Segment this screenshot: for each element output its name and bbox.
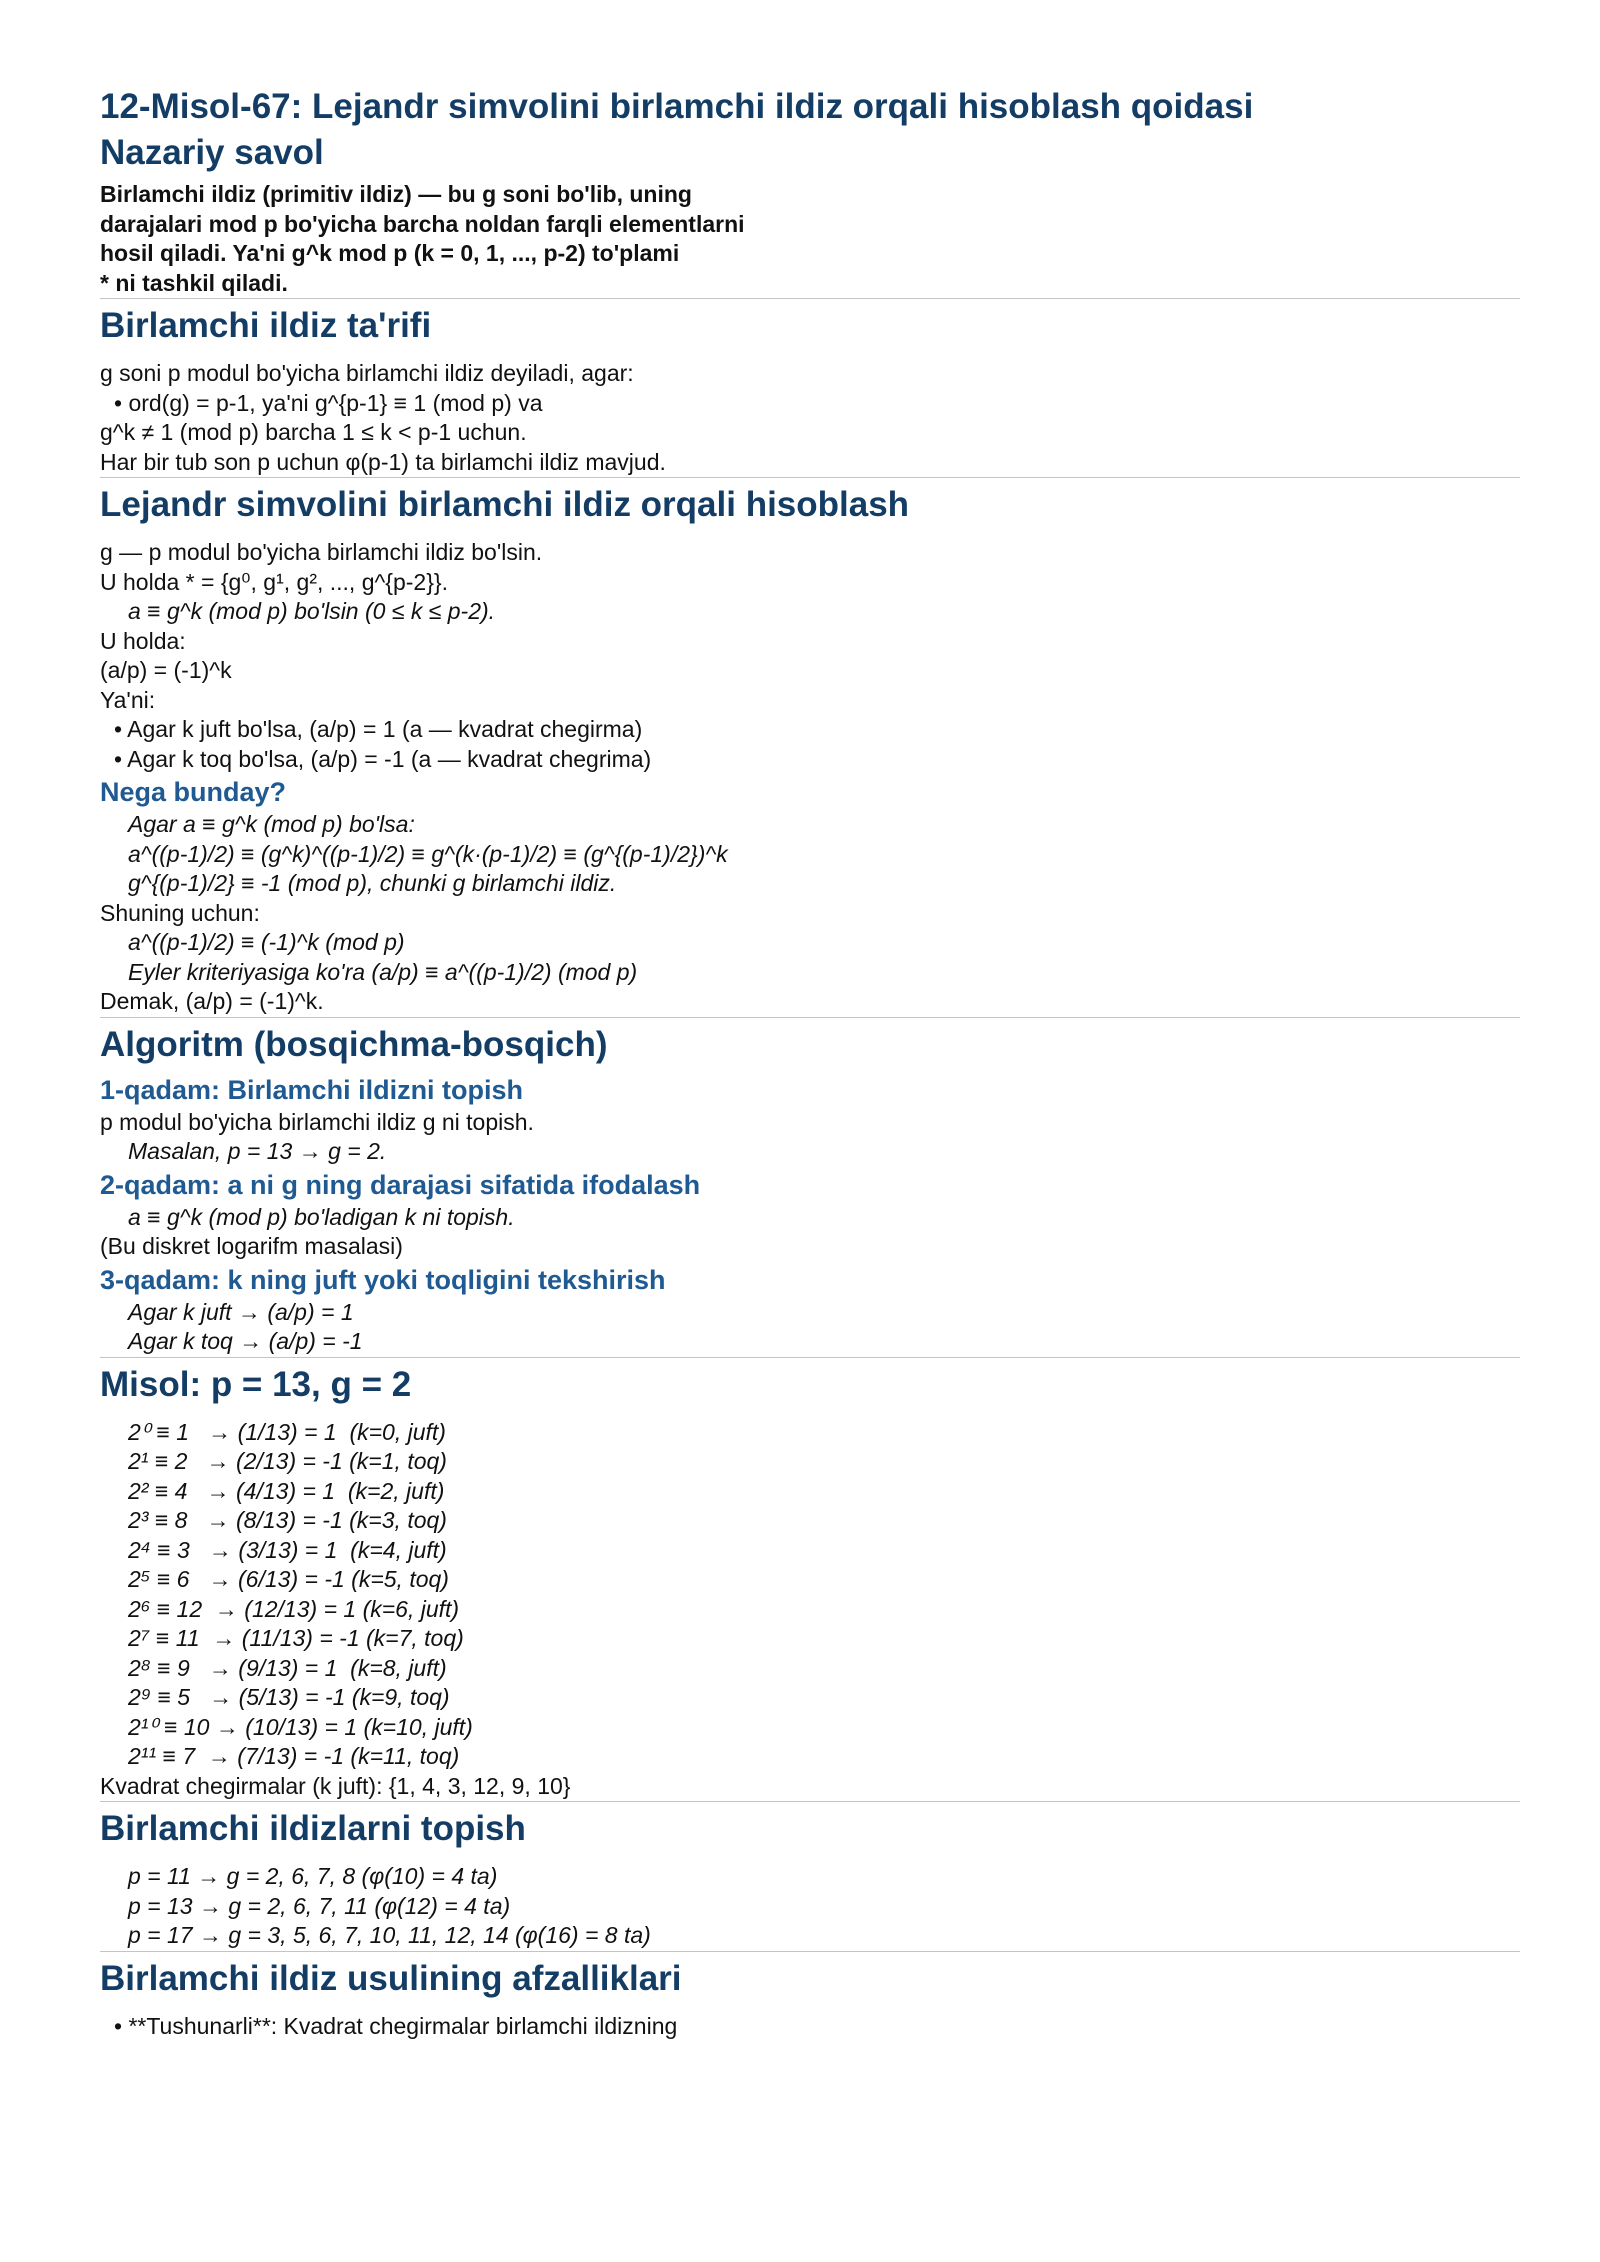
example-row: 2¹ ≡ 2 → (2/13) = -1 (k=1, toq) xyxy=(128,1448,447,1474)
proof-line: Eyler kriteriyasiga ko'ra (a/p) ≡ a^((p-1)/2) (mod p) xyxy=(128,958,638,985)
step-heading-3: 3-qadam: k ning juft yoki toqligini tekshirish xyxy=(100,1264,666,1295)
nazariy-line: hosil qiladi. Ya'ni g^k mod p (k = 0, 1, ..., p-2) to'plami xyxy=(100,240,680,266)
hisoblash-line: Ya'ni: xyxy=(100,686,156,713)
tarif-bullet: • ord(g) = p-1, ya'ni g^{p-1} ≡ 1 (mod p) va xyxy=(114,389,543,416)
tarif-line: g soni p modul bo'yicha birlamchi ildiz deyiladi, agar: xyxy=(100,360,634,386)
roots-row: p = 11 → g = 2, 6, 7, 8 (φ(10) = 4 ta) xyxy=(128,1863,498,1889)
hisoblash-conclusion: Demak, (a/p) = (-1)^k. xyxy=(100,988,324,1014)
proof-line: g^{(p-1)/2} ≡ -1 (mod p), chunki g birlamchi ildiz. xyxy=(128,870,617,896)
nazariy-line: darajalari mod p bo'yicha barcha noldan farqli elementlarni xyxy=(100,210,745,237)
example-row: 2⁰ ≡ 1 → (1/13) = 1 (k=0, juft) xyxy=(128,1418,446,1445)
nazariy-line: * ni tashkil qiladi. xyxy=(100,269,288,296)
example-row: 2⁶ ≡ 12 → (12/13) = 1 (k=6, juft) xyxy=(128,1595,460,1622)
step-example: Agar k toq → (a/p) = -1 xyxy=(128,1328,363,1354)
section-heading-tarif: Birlamchi ildiz ta'rifi xyxy=(100,306,432,345)
section-heading-algoritm: Algoritm (bosqichma-bosqich) xyxy=(100,1024,608,1064)
step-line: (Bu diskret logarifm masalasi) xyxy=(100,1233,403,1259)
example-summary: Kvadrat chegirmalar (k juft): {1, 4, 3, 12, 9, 10} xyxy=(100,1772,571,1799)
section-heading-nazariy: Nazariy savol xyxy=(100,133,324,172)
tarif-line: g^k ≠ 1 (mod p) barcha 1 ≤ k < p-1 uchun. xyxy=(100,419,527,445)
roots-row: p = 17 → g = 3, 5, 6, 7, 10, 11, 12, 14 (φ(16) = 8 ta) xyxy=(128,1922,651,1948)
example-row: 2⁷ ≡ 11 → (11/13) = -1 (k=7, toq) xyxy=(128,1625,464,1651)
hisoblash-line: U holda: xyxy=(100,627,186,654)
hisoblash-line: (a/p) = (-1)^k xyxy=(100,657,232,683)
step-example: Agar k juft → (a/p) = 1 xyxy=(128,1298,354,1325)
afzallik-bullet: • **Tushunarli**: Kvadrat chegirmalar birlamchi ildizning xyxy=(114,2012,678,2039)
step-example: a ≡ g^k (mod p) bo'ladigan k ni topish. xyxy=(128,1203,515,1230)
roots-row: p = 13 → g = 2, 6, 7, 11 (φ(12) = 4 ta) xyxy=(128,1892,511,1919)
step-heading-2: 2-qadam: a ni g ning darajasi sifatida ifodalash xyxy=(100,1169,701,1200)
page-title: 12-Misol-67: Lejandr simvolini birlamchi ildiz orqali hisoblash qoidasi xyxy=(100,87,1254,126)
section-heading-afzallik: Birlamchi ildiz usulining afzalliklari xyxy=(100,1958,682,1998)
hisoblash-bullet: • Agar k toq bo'lsa, (a/p) = -1 (a — kvadrat chegrima) xyxy=(114,745,652,772)
section-heading-misol: Misol: p = 13, g = 2 xyxy=(100,1364,412,1404)
example-table xyxy=(100,1418,1520,1772)
example-row: 2² ≡ 4 → (4/13) = 1 (k=2, juft) xyxy=(128,1477,445,1504)
proof-line: a^((p-1)/2) ≡ (-1)^k (mod p) xyxy=(128,929,405,955)
section-heading-topish: Birlamchi ildizlarni topish xyxy=(100,1809,526,1848)
example-row: 2⁸ ≡ 9 → (9/13) = 1 (k=8, juft) xyxy=(128,1654,447,1681)
nazariy-line: Birlamchi ildiz (primitiv ildiz) — bu g soni bo'lib, uning xyxy=(100,181,692,207)
step-example: Masalan, p = 13 → g = 2. xyxy=(128,1138,387,1164)
proof-line: Agar a ≡ g^k (mod p) bo'lsa: xyxy=(128,811,415,837)
hisoblash-line: Shuning uchun: xyxy=(100,899,260,926)
example-row: 2⁴ ≡ 3 → (3/13) = 1 (k=4, juft) xyxy=(128,1536,447,1563)
example-row: 2¹¹ ≡ 7 → (7/13) = -1 (k=11, toq) xyxy=(128,1743,460,1769)
hisoblash-line: g — p modul bo'yicha birlamchi ildiz bo'lsin. xyxy=(100,539,543,565)
example-row: 2³ ≡ 8 → (8/13) = -1 (k=3, toq) xyxy=(128,1507,447,1533)
tarif-line: Har bir tub son p uchun φ(p-1) ta birlamchi ildiz mavjud. xyxy=(100,448,666,475)
hisoblash-bullet: • Agar k juft bo'lsa, (a/p) = 1 (a — kvadrat chegirma) xyxy=(114,716,643,742)
proof-line: a^((p-1)/2) ≡ (g^k)^((p-1)/2) ≡ g^(k·(p-1)/2) ≡ (g^{(p-1)/2})^k xyxy=(128,840,728,867)
step-heading-1: 1-qadam: Birlamchi ildizni topish xyxy=(100,1074,524,1105)
section-heading-hisoblash: Lejandr simvolini birlamchi ildiz orqali hisoblash xyxy=(100,485,910,524)
sub-heading-nega: Nega bunday? xyxy=(100,777,287,807)
example-row: 2⁵ ≡ 6 → (6/13) = -1 (k=5, toq) xyxy=(128,1566,449,1592)
step-line: p modul bo'yicha birlamchi ildiz g ni topish. xyxy=(100,1108,534,1135)
hisoblash-formula: a ≡ g^k (mod p) bo'lsin (0 ≤ k ≤ p-2). xyxy=(128,598,496,624)
document-page xyxy=(100,84,1520,2041)
example-row: 2¹⁰ ≡ 10 → (10/13) = 1 (k=10, juft) xyxy=(128,1713,473,1740)
hisoblash-line: U holda * = {g⁰, g¹, g², ..., g^{p-2}}. xyxy=(100,568,448,595)
example-row: 2⁹ ≡ 5 → (5/13) = -1 (k=9, toq) xyxy=(128,1684,450,1710)
